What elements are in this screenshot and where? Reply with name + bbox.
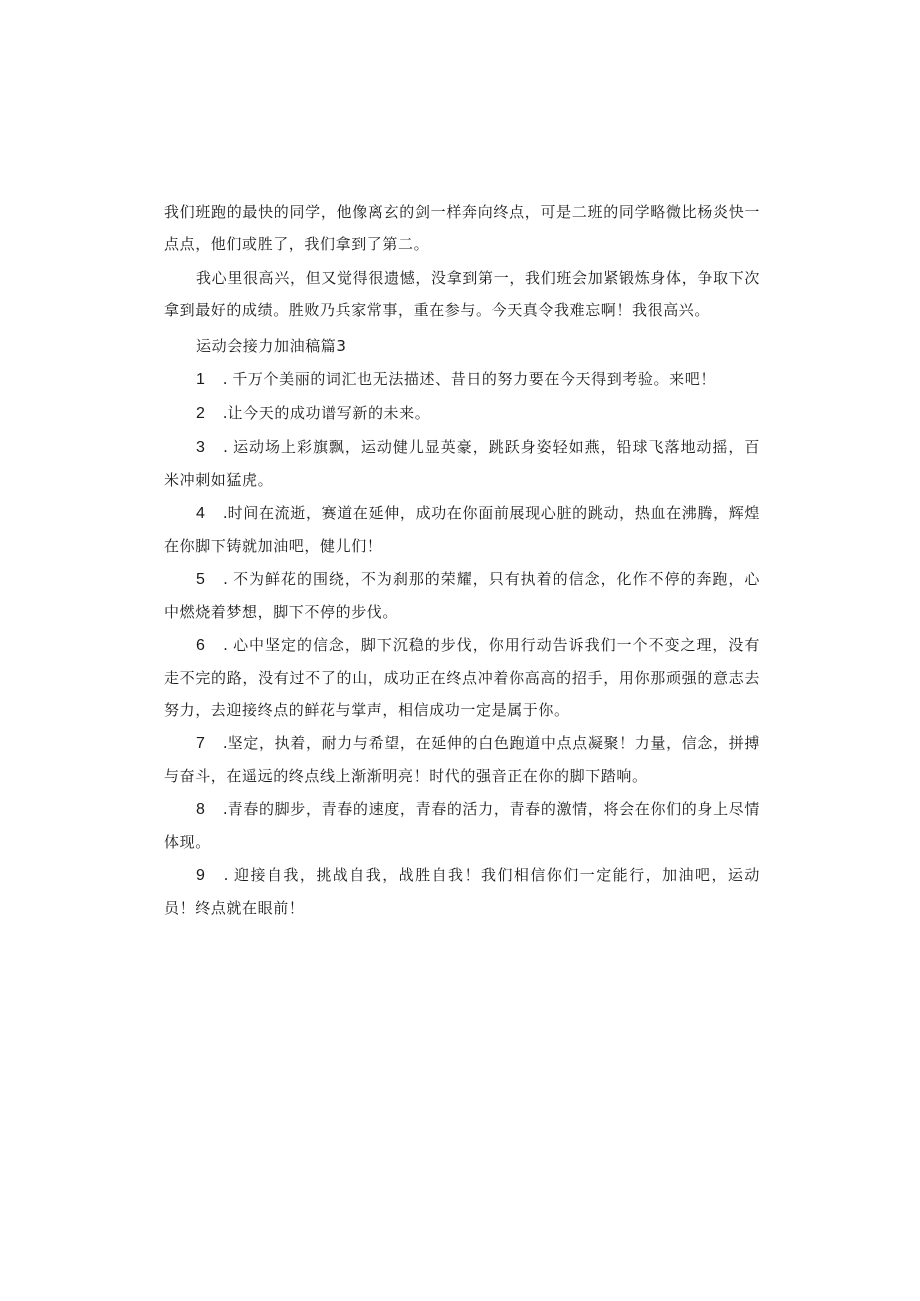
section-heading: 运动会接力加油稿篇3 <box>196 337 347 355</box>
list-item: 9 . 迎接自我，挑战自我，战胜自我！我们相信你们一定能行，加油吧，运动员！终点就在眼前！ <box>164 859 760 924</box>
item-number: 6 <box>196 637 205 654</box>
list-item: 6 . 心中坚定的信念，脚下沉稳的步伐，你用行动告诉我们一个不变之理，没有走不完的路，没有过不了的山，成功正在终点冲着你高高的招手，用你那顽强的意志去努力，去迎接终点的鲜花与掌声，相信成功一定是属于你。 <box>164 629 760 726</box>
list-item: 1 . 千万个美丽的词汇也无法描述、昔日的努力要在今天得到考验。来吧！ <box>164 363 760 396</box>
item-number: 8 <box>196 801 205 818</box>
item-text: 迎接自我，挑战自我，战胜自我！我们相信你们一定能行，加油吧，运动员！终点就在眼前！ <box>164 866 760 917</box>
item-text: 不为鲜花的围绕，不为刹那的荣耀，只有执着的信念，化作不停的奔跑，心中燃烧着梦想，脚下不停的步伐。 <box>164 570 760 621</box>
item-number: 2 <box>196 405 205 422</box>
list-item: 5 . 不为鲜花的围绕，不为刹那的荣耀，只有执着的信念，化作不停的奔跑，心中燃烧着梦想，脚下不停的步伐。 <box>164 563 760 628</box>
item-text: 运动场上彩旗飘，运动健儿显英豪，跳跃身姿轻如燕，铅球飞落地动摇，百米冲刺如猛虎。 <box>164 438 760 489</box>
item-number: 5 <box>196 571 205 588</box>
paragraph-2: 我心里很高兴，但又觉得很遗憾，没拿到第一，我们班会加紧锻炼身体，争取下次拿到最好的成绩。胜败乃兵家常事，重在参与。今天真令我难忘啊！我很高兴。 <box>164 269 760 319</box>
item-number: 9 <box>196 867 205 884</box>
list-item: 3 . 运动场上彩旗飘，运动健儿显英豪，跳跃身姿轻如燕，铅球飞落地动摇，百米冲刺如猛虎。 <box>164 431 760 496</box>
list-item: 2 .让今天的成功谱写新的未来。 <box>164 397 760 430</box>
item-text: 心中坚定的信念，脚下沉稳的步伐，你用行动告诉我们一个不变之理，没有走不完的路，没有过不了的山，成功正在终点冲着你高高的招手，用你那顽强的意志去努力，去迎接终点的鲜花与掌声，相信成功一定是属于你。 <box>164 636 760 719</box>
item-text: 千万个美丽的词汇也无法描述、昔日的努力要在今天得到考验。来吧！ <box>232 370 716 388</box>
list-item: 4 .时间在流逝，赛道在延伸，成功在你面前展现心脏的跳动，热血在沸腾，辉煌在你脚下铸就加油吧，健儿们！ <box>164 497 760 562</box>
item-number: 4 <box>196 505 205 522</box>
item-number: 3 <box>196 439 205 456</box>
item-number: 1 <box>196 371 205 388</box>
item-text: 时间在流逝，赛道在延伸，成功在你面前展现心脏的跳动，热血在沸腾，辉煌在你脚下铸就加油吧，健儿们！ <box>164 504 761 555</box>
list-item: 7 .坚定，执着，耐力与希望，在延伸的白色跑道中点点凝聚！力量，信念，拼搏与奋斗，在遥远的终点线上渐渐明亮！时代的强音正在你的脚下踏响。 <box>164 727 760 792</box>
document-page <box>164 196 760 924</box>
item-number: 7 <box>196 735 205 752</box>
item-text: 让今天的成功谱写新的未来。 <box>227 404 431 422</box>
item-text: 青春的脚步，青春的速度，青春的活力，青春的激情，将会在你们的身上尽情体现。 <box>164 800 761 851</box>
item-text: 坚定，执着，耐力与希望，在延伸的白色跑道中点点凝聚！力量，信念，拼搏与奋斗，在遥远的终点线上渐渐明亮！时代的强音正在你的脚下踏响。 <box>164 734 761 785</box>
list-item: 8 .青春的脚步，青春的速度，青春的活力，青春的激情，将会在你们的身上尽情体现。 <box>164 793 760 858</box>
paragraph-1: 我们班跑的最快的同学，他像离玄的剑一样奔向终点，可是二班的同学略微比杨炎快一点点，他们或胜了，我们拿到了第二。 <box>164 203 760 253</box>
